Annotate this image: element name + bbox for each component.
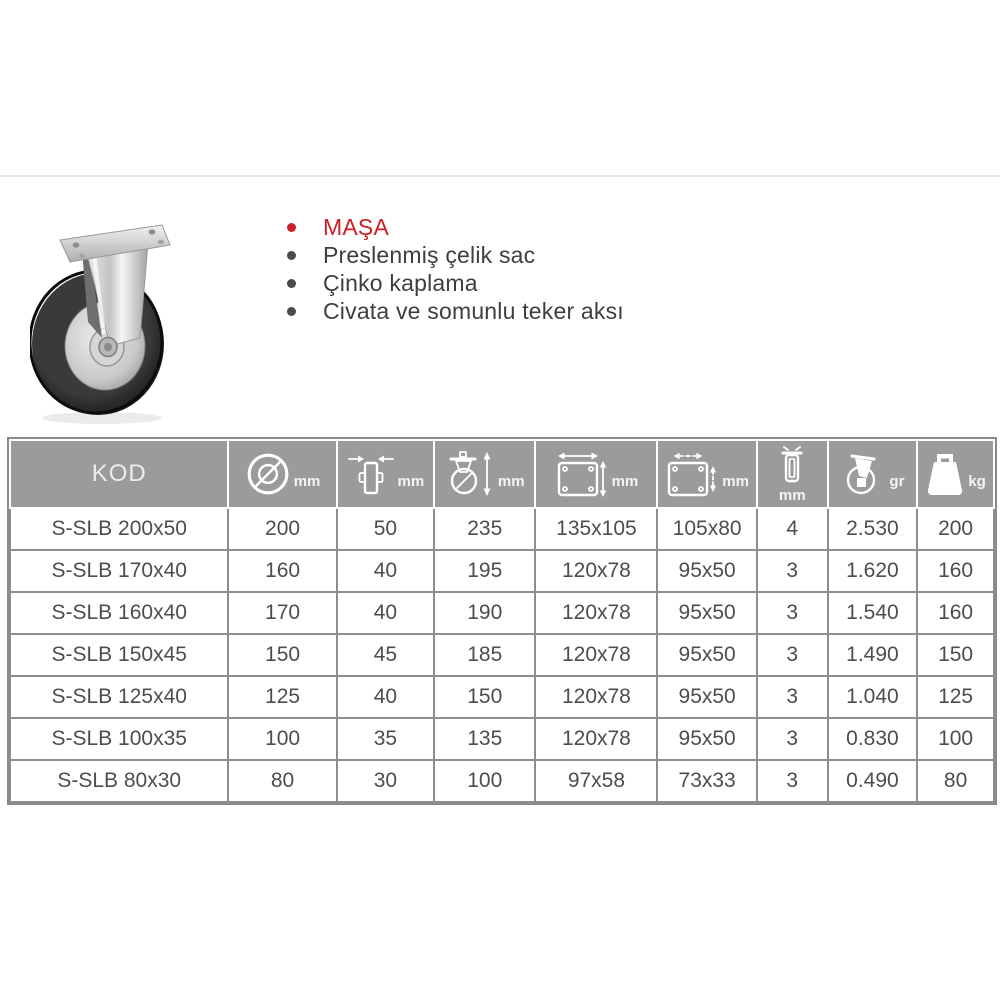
value-cell: 40 [337, 592, 434, 634]
kod-cell: S-SLB 80x30 [10, 760, 228, 802]
kod-cell: S-SLB 150x45 [10, 634, 228, 676]
unit-label: mm [722, 472, 749, 490]
value-cell: 135x105 [535, 508, 657, 550]
bolt-diameter-icon [775, 444, 809, 486]
bullet-icon [287, 251, 296, 260]
value-cell: 160 [917, 592, 994, 634]
value-cell: 1.620 [828, 550, 918, 592]
feature-item [287, 269, 624, 297]
section-divider [0, 175, 1000, 177]
unit-label: mm [778, 487, 806, 504]
value-cell: 150 [228, 634, 336, 676]
value-cell: 135 [434, 718, 535, 760]
value-cell: 0.490 [828, 760, 918, 802]
feature-item [287, 213, 624, 241]
value-cell: 3 [757, 676, 828, 718]
kod-cell: S-SLB 170x40 [10, 550, 228, 592]
kod-cell: S-SLB 160x40 [10, 592, 228, 634]
feature-item [287, 241, 624, 269]
table-row [10, 550, 994, 592]
feature-list [287, 213, 624, 325]
hole-spacing-column-header [657, 440, 756, 508]
value-cell: 4 [757, 508, 828, 550]
unit-label: mm [293, 472, 321, 490]
value-cell: 30 [337, 760, 434, 802]
value-cell: 160 [228, 550, 336, 592]
bullet-icon [287, 307, 296, 316]
value-cell: 95x50 [657, 676, 756, 718]
value-cell: 120x78 [535, 550, 657, 592]
value-cell: 3 [757, 550, 828, 592]
load-capacity-column-header [917, 440, 994, 508]
value-cell: 97x58 [535, 760, 657, 802]
fixed-caster-wheel-image [30, 210, 188, 428]
value-cell: 1.490 [828, 634, 918, 676]
value-cell: 100 [228, 718, 336, 760]
value-cell: 3 [757, 718, 828, 760]
product-weight-column-header [828, 440, 918, 508]
bolt-diameter-column-header [757, 440, 828, 508]
value-cell: 2.530 [828, 508, 918, 550]
value-cell: 1.540 [828, 592, 918, 634]
value-cell: 1.040 [828, 676, 918, 718]
value-cell: 95x50 [657, 634, 756, 676]
value-cell: 185 [434, 634, 535, 676]
value-cell: 40 [337, 550, 434, 592]
value-cell: 120x78 [535, 592, 657, 634]
value-cell: 3 [757, 760, 828, 802]
value-cell: 125 [228, 676, 336, 718]
wheel-width-icon [347, 451, 395, 497]
value-cell: 150 [917, 634, 994, 676]
plate-size-column-header [535, 440, 657, 508]
value-cell: 120x78 [535, 634, 657, 676]
feature-label: Çinko kaplama [323, 269, 478, 296]
value-cell: 95x50 [657, 550, 756, 592]
value-cell: 160 [917, 550, 994, 592]
kod-cell: S-SLB 100x35 [10, 718, 228, 760]
table-row [10, 718, 994, 760]
value-cell: 73x33 [657, 760, 756, 802]
value-cell: 195 [434, 550, 535, 592]
unit-label: mm [397, 472, 425, 490]
value-cell: 0.830 [828, 718, 918, 760]
table-header [10, 440, 994, 508]
hole-spacing-icon [665, 450, 719, 498]
kod-cell: S-SLB 200x50 [10, 508, 228, 550]
spec-table [9, 439, 995, 803]
product-weight-icon [840, 451, 886, 497]
plate-size-icon [555, 450, 609, 498]
value-cell: 100 [434, 760, 535, 802]
wheel-diameter-column-header [228, 440, 336, 508]
value-cell: 95x50 [657, 592, 756, 634]
value-cell: 200 [228, 508, 336, 550]
load-capacity-icon [925, 451, 965, 497]
table-row [10, 508, 994, 550]
value-cell: 170 [228, 592, 336, 634]
table-row [10, 592, 994, 634]
product-photo [30, 210, 188, 428]
value-cell: 80 [228, 760, 336, 802]
kod-column-header: KOD [10, 440, 228, 508]
value-cell: 50 [337, 508, 434, 550]
value-cell: 105x80 [657, 508, 756, 550]
unit-label: mm [611, 472, 639, 490]
total-height-column-header [434, 440, 535, 508]
feature-item [287, 297, 624, 325]
bullet-icon [287, 279, 296, 288]
wheel-diameter-icon [245, 451, 291, 497]
unit-label: gr [889, 472, 905, 490]
table-row [10, 634, 994, 676]
value-cell: 95x50 [657, 718, 756, 760]
value-cell: 35 [337, 718, 434, 760]
unit-label: kg [968, 472, 986, 490]
total-height-icon [445, 450, 495, 498]
value-cell: 3 [757, 634, 828, 676]
value-cell: 120x78 [535, 718, 657, 760]
value-cell: 120x78 [535, 676, 657, 718]
wheel-width-column-header [337, 440, 434, 508]
value-cell: 3 [757, 592, 828, 634]
feature-label: Preslenmiş çelik sac [323, 241, 536, 268]
bullet-icon [287, 223, 296, 232]
feature-label: MAŞA [323, 213, 389, 240]
value-cell: 80 [917, 760, 994, 802]
value-cell: 150 [434, 676, 535, 718]
spec-table-wrapper [7, 437, 997, 805]
value-cell: 190 [434, 592, 535, 634]
value-cell: 40 [337, 676, 434, 718]
header-row [10, 440, 994, 508]
value-cell: 200 [917, 508, 994, 550]
table-body [10, 508, 994, 802]
unit-label: mm [497, 472, 525, 490]
value-cell: 125 [917, 676, 994, 718]
value-cell: 235 [434, 508, 535, 550]
table-row [10, 760, 994, 802]
feature-label: Civata ve somunlu teker aksı [323, 297, 624, 324]
value-cell: 100 [917, 718, 994, 760]
table-row [10, 676, 994, 718]
kod-cell: S-SLB 125x40 [10, 676, 228, 718]
value-cell: 45 [337, 634, 434, 676]
